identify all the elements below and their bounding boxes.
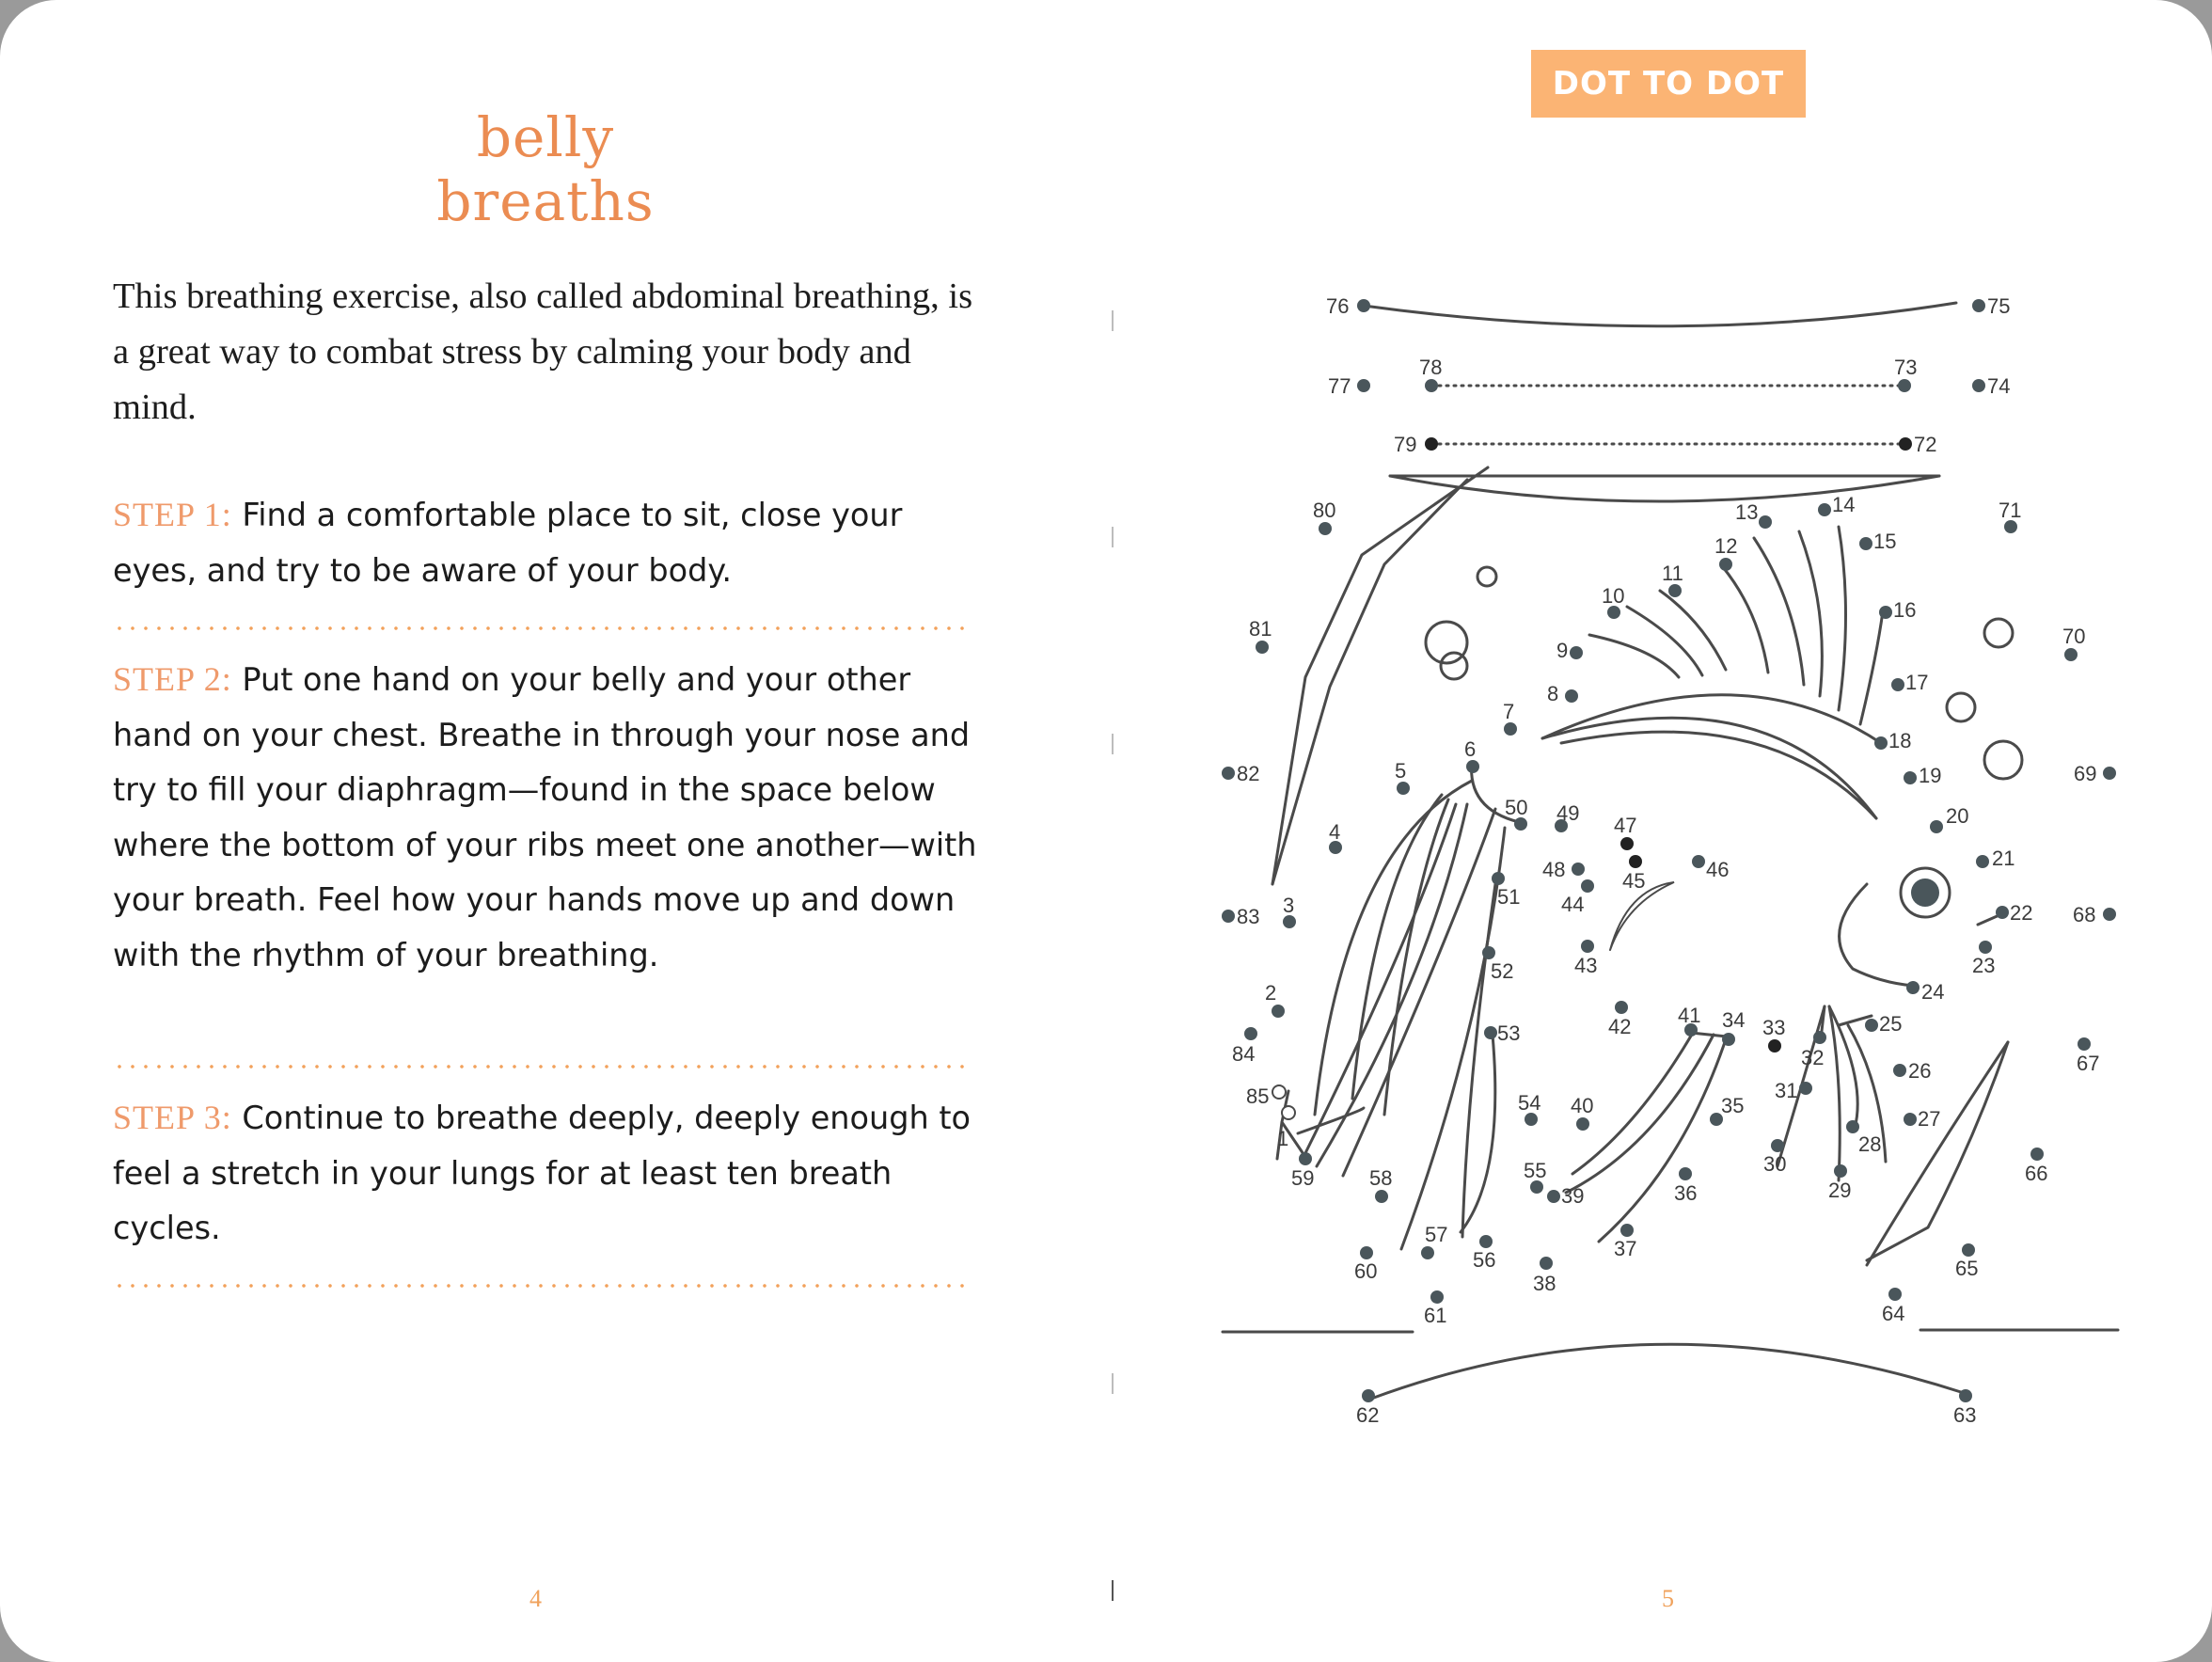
svg-text:17: 17	[1905, 671, 1929, 694]
svg-text:34: 34	[1722, 1008, 1746, 1032]
svg-text:77: 77	[1328, 374, 1351, 398]
svg-text:13: 13	[1735, 500, 1759, 524]
svg-text:14: 14	[1832, 493, 1856, 516]
svg-text:40: 40	[1571, 1094, 1594, 1117]
svg-text:50: 50	[1505, 796, 1528, 819]
svg-text:47: 47	[1614, 814, 1637, 837]
svg-text:59: 59	[1291, 1166, 1315, 1190]
numbered-dots	[1222, 299, 2116, 1402]
svg-text:9: 9	[1556, 639, 1569, 662]
svg-text:24: 24	[1921, 980, 1945, 1004]
svg-text:62: 62	[1356, 1403, 1380, 1427]
step-2-label: STEP 2:	[113, 660, 232, 698]
svg-text:38: 38	[1533, 1272, 1556, 1295]
svg-text:42: 42	[1608, 1015, 1632, 1038]
svg-text:67: 67	[2077, 1052, 2100, 1075]
svg-text:81: 81	[1249, 617, 1272, 641]
svg-text:3: 3	[1283, 894, 1295, 917]
svg-text:41: 41	[1678, 1004, 1701, 1027]
svg-text:83: 83	[1237, 905, 1260, 928]
svg-text:68: 68	[2073, 903, 2096, 926]
svg-text:12: 12	[1714, 534, 1738, 558]
svg-text:1: 1	[1277, 1127, 1289, 1150]
svg-text:80: 80	[1313, 499, 1336, 522]
svg-text:61: 61	[1424, 1304, 1447, 1327]
svg-text:37: 37	[1614, 1237, 1637, 1260]
svg-text:25: 25	[1879, 1012, 1903, 1036]
svg-text:21: 21	[1992, 847, 2015, 870]
svg-text:53: 53	[1497, 1021, 1521, 1045]
svg-text:39: 39	[1561, 1184, 1585, 1208]
page-number-right: 5	[1662, 1585, 1674, 1612]
svg-text:18: 18	[1888, 729, 1912, 752]
svg-text:36: 36	[1674, 1181, 1698, 1205]
svg-text:26: 26	[1908, 1059, 1932, 1083]
svg-text:10: 10	[1602, 584, 1625, 608]
svg-text:5: 5	[1395, 759, 1407, 783]
svg-text:78: 78	[1419, 356, 1443, 379]
dot-to-dot-badge: DOT TO DOT	[1531, 50, 1806, 118]
page-number-left: 4	[529, 1585, 542, 1612]
svg-text:7: 7	[1503, 700, 1515, 723]
svg-text:74: 74	[1987, 374, 2011, 398]
svg-text:45: 45	[1622, 869, 1646, 893]
svg-text:6: 6	[1464, 737, 1477, 761]
svg-text:49: 49	[1556, 801, 1580, 825]
svg-text:32: 32	[1801, 1046, 1825, 1069]
step-1-label: STEP 1:	[113, 496, 232, 533]
svg-text:66: 66	[2025, 1162, 2048, 1185]
svg-text:46: 46	[1706, 858, 1730, 881]
svg-text:11: 11	[1662, 562, 1683, 585]
step-2-text: Put one hand on your belly and your other hand on your chest. Breathe in through your nose and try to fill your diaphragm—found in the space below where the bottom of your ribs meet one another—with your breath. Feel how your hands move up and down with the rhythm of your breathing.	[113, 661, 977, 973]
svg-text:64: 64	[1882, 1302, 1905, 1325]
svg-text:84: 84	[1232, 1042, 1256, 1066]
svg-text:60: 60	[1354, 1259, 1378, 1283]
svg-text:75: 75	[1987, 294, 2011, 318]
svg-text:54: 54	[1518, 1091, 1541, 1115]
svg-text:4: 4	[1329, 820, 1341, 844]
svg-text:31: 31	[1775, 1079, 1798, 1102]
svg-text:2: 2	[1265, 981, 1277, 1005]
svg-text:55: 55	[1524, 1159, 1547, 1182]
svg-text:72: 72	[1914, 433, 1937, 456]
svg-text:35: 35	[1721, 1094, 1745, 1117]
page-title: belly breaths	[436, 105, 655, 233]
svg-text:52: 52	[1491, 959, 1514, 983]
svg-text:33: 33	[1762, 1016, 1786, 1039]
svg-text:76: 76	[1326, 294, 1350, 318]
svg-text:20: 20	[1946, 804, 1969, 828]
svg-text:71: 71	[1999, 499, 2022, 522]
svg-text:44: 44	[1561, 893, 1585, 916]
svg-text:15: 15	[1873, 530, 1897, 553]
svg-text:82: 82	[1237, 762, 1260, 785]
svg-text:57: 57	[1425, 1223, 1448, 1246]
svg-text:63: 63	[1953, 1403, 1977, 1427]
svg-text:19: 19	[1919, 764, 1942, 787]
step-3-text: Continue to breathe deeply, deeply enough to feel a stretch in your lungs for at least ten breath cycles.	[113, 1100, 972, 1246]
svg-text:8: 8	[1547, 682, 1559, 705]
bowl-rim-line	[1364, 303, 1956, 326]
svg-text:27: 27	[1918, 1107, 1941, 1131]
svg-text:48: 48	[1542, 858, 1566, 881]
svg-text:56: 56	[1473, 1248, 1496, 1272]
svg-text:58: 58	[1369, 1166, 1393, 1190]
svg-text:85: 85	[1246, 1084, 1270, 1108]
svg-text:22: 22	[2010, 901, 2033, 925]
svg-text:16: 16	[1893, 598, 1917, 622]
svg-text:43: 43	[1574, 954, 1598, 977]
svg-text:70: 70	[2062, 625, 2086, 648]
step-1-text: Find a comfortable place to sit, close your eyes, and try to be aware of your body.	[113, 497, 903, 589]
svg-text:79: 79	[1394, 433, 1417, 456]
svg-text:69: 69	[2074, 762, 2097, 785]
svg-text:23: 23	[1972, 954, 1996, 977]
svg-text:65: 65	[1955, 1257, 1979, 1280]
svg-text:51: 51	[1497, 885, 1521, 909]
svg-text:30: 30	[1763, 1152, 1787, 1176]
svg-text:29: 29	[1828, 1179, 1852, 1202]
step-3-label: STEP 3:	[113, 1099, 232, 1136]
intro-paragraph: This breathing exercise, also called abdominal breathing, is a great way to combat stress by calming your body and mind.	[113, 277, 973, 427]
svg-text:28: 28	[1858, 1132, 1882, 1156]
svg-text:73: 73	[1894, 356, 1918, 379]
